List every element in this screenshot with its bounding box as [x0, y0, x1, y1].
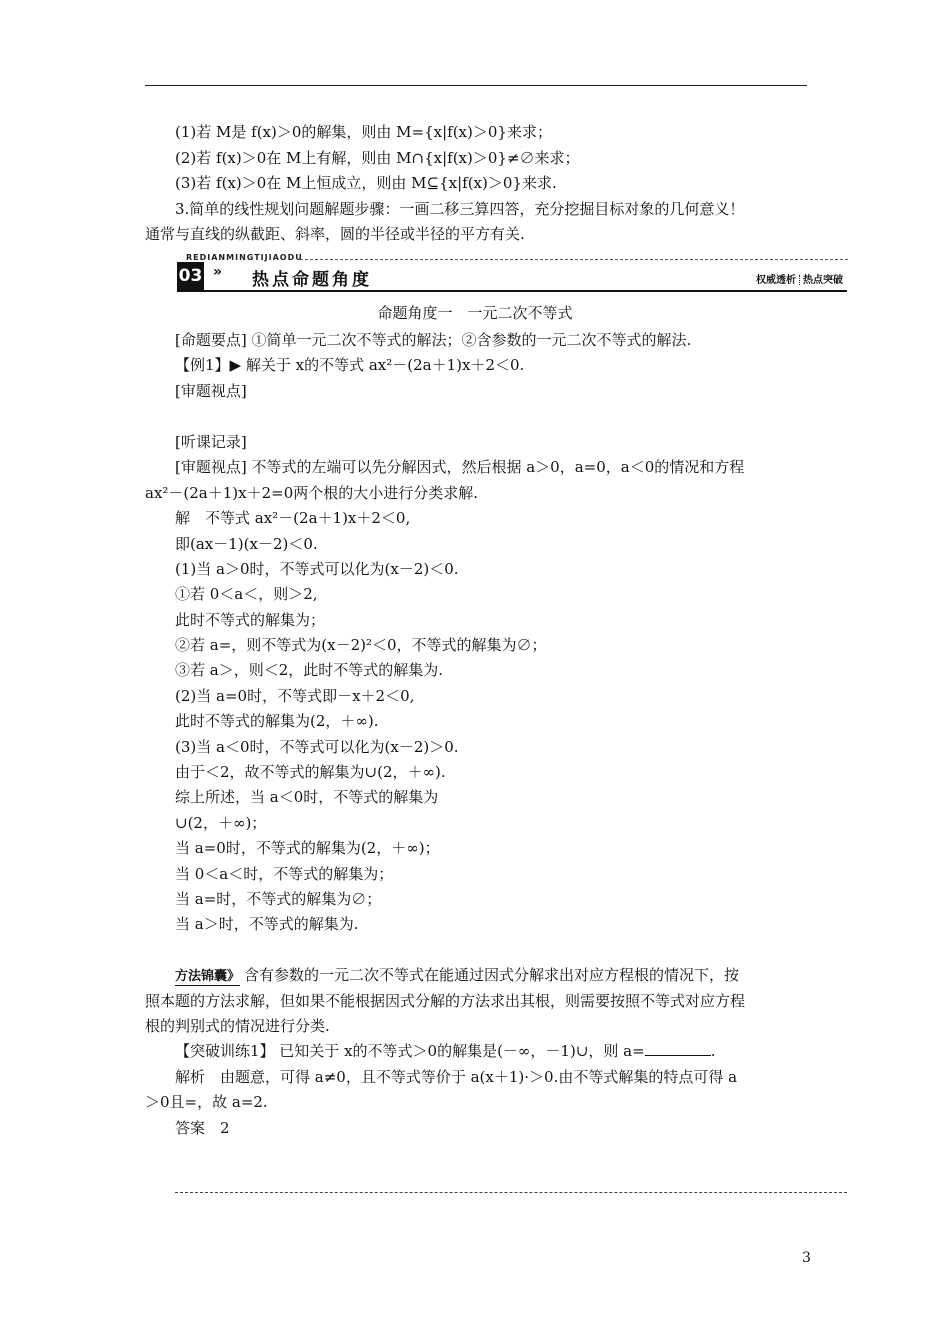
lecture-notes-heading: [听课记录]: [175, 433, 247, 451]
method-tip-line-2: 照本题的方法求解，但如果不能根据因式分解的方法求出其根，则需要按照不等式对应方程: [145, 992, 746, 1010]
practice-question-end: .: [710, 1042, 716, 1060]
method-tip-text-1: 含有参数的一元二次不等式在能通过因式分解求出对应方程根的情况下，按: [244, 966, 740, 984]
summary-line-5: 当 a=时，不等式的解集为∅；: [175, 890, 382, 908]
review-viewpoint-heading: [审题视点]: [175, 382, 247, 400]
solution-line-10: (3)当 a＜0时，不等式可以化为(x－2)＞0.: [175, 738, 459, 756]
section-number-badge: 03: [177, 262, 204, 290]
method-tip-line-3: 根的判别式的情况进行分类.: [145, 1017, 330, 1035]
solution-line-3: (1)当 a＞0时，不等式可以化为(x－2)＜0.: [175, 560, 459, 578]
key-points: [命题要点] ①简单一元二次不等式的解法；②含参数的一元二次不等式的解法.: [175, 331, 692, 349]
answer-blank: [645, 1041, 711, 1056]
tag-divider: [799, 275, 800, 285]
banner-tag-right: 热点突破: [803, 275, 843, 286]
condition-line-2: (2)若 f(x)＞0在 M上有解，则由 M∩{x|f(x)＞0}≠∅来求；: [175, 149, 580, 167]
condition-line-3: (3)若 f(x)＞0在 M上恒成立，则由 M⊆{x|f(x)＞0}来求.: [175, 174, 557, 192]
practice-answer: 答案 2: [175, 1119, 230, 1137]
header-rule: [145, 85, 807, 86]
method-tip-line-1: [175, 965, 739, 987]
practice-question-text: 【突破训练1】 已知关于 x的不等式＞0的解集是(－∞，－1)∪，则 a=: [175, 1042, 645, 1060]
solution-line-8: (2)当 a=0时，不等式即－x＋2＜0,: [175, 687, 415, 705]
section-banner: [177, 262, 847, 290]
solution-line-5: 此时不等式的解集为；: [175, 611, 326, 629]
banner-dashed-rule: [300, 259, 848, 260]
example-1-statement: 【例1】▶ 解关于 x的不等式 ax²－(2a＋1)x＋2＜0.: [175, 356, 525, 374]
summary-line-2: ∪(2，＋∞)；: [175, 814, 267, 832]
solution-line-1: 解 不等式 ax²－(2a＋1)x＋2＜0,: [175, 509, 411, 527]
linear-programming-steps: 3.简单的线性规划问题解题步骤：一画二移三算四答，充分挖掘目标对象的几何意义！: [175, 200, 745, 218]
banner-title: 热点命题角度: [252, 270, 372, 290]
solution-line-7: ③若 a＞，则＜2，此时不等式的解集为.: [175, 661, 444, 679]
practice-analysis-1: 解析 由题意，可得 a≠0，且不等式等价于 a(x＋1)·＞0.由不等式解集的特点可得 a: [175, 1068, 738, 1086]
summary-line-1: 综上所述，当 a＜0时，不等式的解集为: [175, 788, 439, 806]
solution-line-9: 此时不等式的解集为(2，＋∞).: [175, 712, 379, 730]
solution-line-11: 由于＜2，故不等式的解集为∪(2，＋∞).: [175, 763, 446, 781]
solution-line-2: 即(ax－1)(x－2)＜0.: [175, 535, 318, 553]
banner-pinyin: REDIANMINGTIJIAODU: [186, 253, 303, 262]
banner-underline: [177, 290, 847, 292]
summary-line-6: 当 a＞时，不等式的解集为.: [175, 915, 359, 933]
practice-question: [175, 1041, 715, 1061]
section-title: 命题角度一 一元二次不等式: [377, 304, 573, 322]
page-number: 3: [802, 1250, 811, 1266]
practice-analysis-2: ＞0且=，故 a=2.: [145, 1093, 268, 1111]
review-viewpoint-text-2: ax²－(2a＋1)x＋2=0两个根的大小进行分类求解.: [145, 484, 479, 502]
review-viewpoint-text-1: [审题视点] 不等式的左端可以先分解因式，然后根据 a＞0，a=0，a＜0的情况和方程: [175, 458, 745, 476]
footer-dashed-rule: [175, 1192, 847, 1193]
banner-tag: [756, 271, 843, 286]
solution-line-6: ②若 a=，则不等式为(x－2)²＜0，不等式的解集为∅；: [175, 636, 547, 654]
summary-line-4: 当 0＜a＜时，不等式的解集为；: [175, 865, 394, 883]
method-tip-label: 方法锦囊》: [175, 969, 241, 984]
banner-tag-left: 权威透析: [756, 275, 796, 286]
condition-line-1: (1)若 M是 f(x)＞0的解集，则由 M={x|f(x)＞0}来求；: [175, 123, 552, 141]
chevron-right-icon: »: [213, 264, 223, 280]
linear-programming-note: 通常与直线的纵截距、斜率，圆的半径或半径的平方有关.: [145, 225, 525, 243]
summary-line-3: 当 a=0时，不等式的解集为(2，＋∞)；: [175, 839, 440, 857]
solution-line-4: ①若 0＜a＜，则＞2,: [175, 585, 318, 603]
